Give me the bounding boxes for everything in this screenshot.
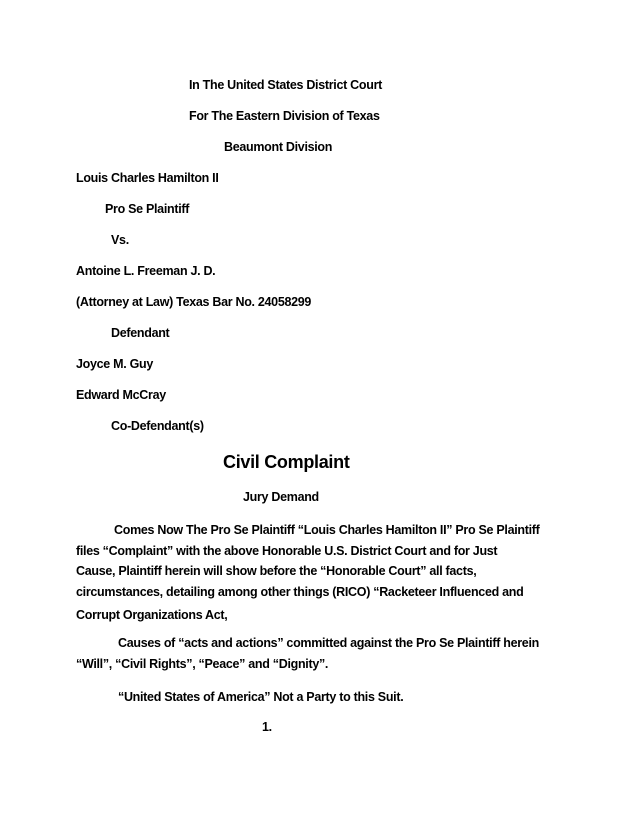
defendant-role: Defendant (111, 326, 170, 340)
paragraph-line: circumstances, detailing among other things (RICO) “Racketeer Influenced and (76, 584, 524, 599)
document-subtitle: Jury Demand (243, 490, 319, 504)
paragraph-line: Causes of “acts and actions” committed against the Pro Se Plaintiff herein (118, 636, 539, 650)
paragraph-line: Cause, Plaintiff herein will show before the “Honorable Court” all facts, (76, 564, 477, 578)
defendant-name: Antoine L. Freeman J. D. (76, 264, 216, 278)
court-name-line: In The United States District Court (189, 78, 382, 92)
plaintiff-name: Louis Charles Hamilton II (76, 171, 219, 185)
paragraph-line: files “Complaint” with the above Honorable U.S. District Court and for Just (76, 543, 498, 558)
page-number: 1. (262, 720, 272, 734)
court-division-line: Beaumont Division (224, 140, 333, 154)
complaint-paragraph-2 (76, 633, 576, 674)
paragraph-line: Comes Now The Pro Se Plaintiff “Louis Charles Hamilton II” Pro Se Plaintiff (114, 523, 540, 537)
document-title: Civil Complaint (223, 452, 350, 472)
paragraph-line: Corrupt Organizations Act, (76, 608, 228, 622)
paragraph-line: “Will”, “Civil Rights”, “Peace” and “Dignity”. (76, 656, 329, 671)
plaintiff-role: Pro Se Plaintiff (105, 202, 190, 216)
defendant-bar-number: (Attorney at Law) Texas Bar No. 24058299 (76, 295, 312, 309)
versus-label: Vs. (111, 233, 129, 247)
codefendant-name: Joyce M. Guy (76, 357, 153, 371)
codefendant-name: Edward McCray (76, 388, 166, 402)
codefendant-role: Co-Defendant(s) (111, 419, 204, 433)
complaint-paragraph-3: “United States of America” Not a Party to this Suit. (118, 690, 404, 704)
complaint-paragraph-1 (76, 520, 576, 626)
court-district-line: For The Eastern Division of Texas (189, 109, 380, 123)
